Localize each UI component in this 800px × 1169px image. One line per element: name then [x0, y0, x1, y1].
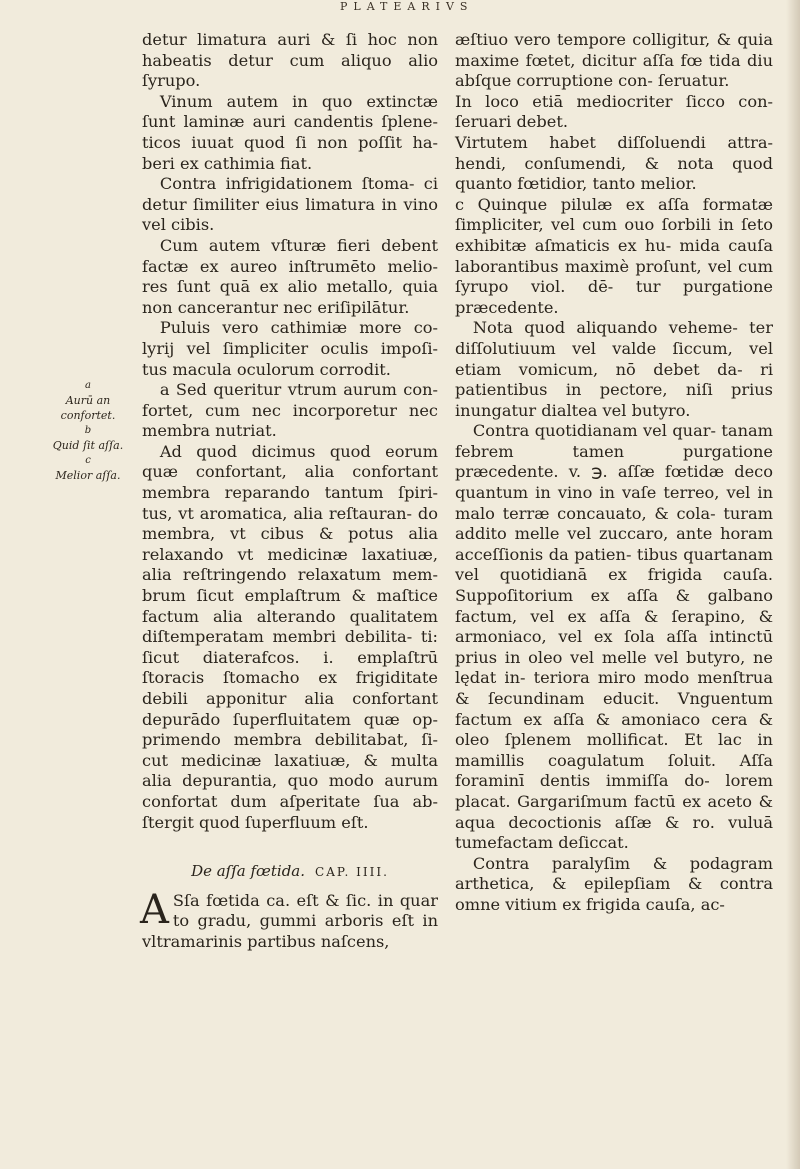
margin-note-text: Aurū an confortet.: [60, 394, 116, 422]
paragraph: In loco etiā mediocriter ſicco con- ſeruari debet.: [455, 91, 773, 132]
chapter-number: CAP. IIII.: [315, 865, 389, 880]
paragraph: a Sed queritur vtrum aurum con- fortet, cum nec incorporetur nec membra nutriat.: [142, 380, 438, 441]
drop-capital: A: [140, 886, 169, 933]
margin-note-mark: c: [85, 455, 91, 466]
paragraph: Contra quotidianam vel quar- tanam febrem tamen purgatione præcedente. v. ℈. aſſæ fœtidæ deco quantum in vino in vaſe terreo, vel in malo terræ concauato, & cola- turam addito melle vel zuccaro, ante horam acceſſionis da patien- tibus quartanam vel quotidianā ex frigida cauſa. Suppoſitorium ex aſſa & galbano factum, vel ex aſſa & ſerapino, & armoniaco, vel ex ſola aſſa intinctū prius in oleo vel melle vel butyro, ne lędat in- teriora miro modo menſtrua & ſecundinam educit. Vnguentum factum ex aſſa & amoniaco cera & oleo ſplenem mollificat. Et lac in mamillis coagulatum ſoluit. Aſſa foraminī dentis immiſſa do- lorem placat. Gargariſmum factū ex aceto & aqua decoctionis aſſæ & ro. vuluā tumefactam deſiccat.: [455, 421, 773, 853]
section-body: [140, 886, 438, 953]
section-title: De aſſa fœtida.: [191, 862, 306, 881]
right-column: [455, 30, 773, 916]
paragraph: Vinum autem in quo extinctæ ſunt laminæ auri candentis ſplene- ticos iuuat quod ſi non poſſit ha- beri ex cathimia fiat.: [142, 91, 438, 173]
paragraph: Contra paralyſim & podagram arthetica, & epilepſiam & contra omne vitium ex frigida cauſa, ac-: [455, 853, 773, 914]
paragraph: Cum autem vſturæ fieri debent factæ ex aureo inſtrumēto melio- res ſunt quā ex alio metallo, quia non cancerantur nec eriſipilātur.: [142, 235, 438, 317]
paragraph: Ad quod dicimus quod eorum quæ confortant, alia confortant membra reparando tantum ſpiri- tus, vt aromatica, alia reſtauran- do membra, vt cibus & potus alia relaxando vt medicinæ laxatiuæ, alia reſtringendo relaxatum mem- brum ſicut emplaſtrum & maſtice factum alia alterando qualitatem diſtemperatam membri debilita- ti: ſicut diaterafcos. i. emplaſtrū ſtoracis ſtomacho ex frigiditate debili apponitur alia confortant depurādo ſuperfluitatem quæ op- primendo membra debilitabat, ſi- cut medicinæ laxatiuæ, & multa alia depurantia, quo modo aurum confortat dum aſperitate ſua ab- ſtergit quod ſuperfluum eſt.: [142, 441, 438, 832]
paragraph: Virtutem habet diſſoluendi attra- hendi, conſumendi, & nota quod quanto fœtidior, tanto melior.: [455, 132, 773, 194]
margin-note-melior: [40, 453, 136, 483]
paragraph: Puluis vero cathimiæ more co- lyrij vel ſimpliciter oculis impoſi- tus macula oculorum corrodit.: [142, 318, 438, 379]
running-head: PLATEARIVS: [340, 0, 474, 13]
margin-note-text: Melior aſſa.: [55, 469, 121, 482]
paragraph: Nota quod aliquando veheme- ter diſſolutiuum vel valde ſiccum, vel etiam vomicum, nō debet da- ri patientibus in pectore, niſi prius inungatur dialtea vel butyro.: [455, 318, 773, 420]
margin-note-aurum: [40, 378, 136, 423]
paragraph: detur limatura auri & ſi hoc non habeatis detur cum aliquo alio ſyrupo.: [142, 30, 438, 91]
paragraph: c Quinque pilulæ ex aſſa formatæ ſimpliciter, vel cum ouo ſorbili in ſeto exhibitæ aſmaticis ex hu- mida cauſa laborantibus maximè proſunt, vel cum ſyrupo viol. dē- tur purgatione præcedente.: [455, 194, 773, 317]
margin-note-mark: b: [84, 425, 92, 436]
margin-note-mark: a: [85, 380, 91, 391]
section-text: Sſa fœtida ca. eſt & ſic. in quar to gradu, gummi arboris eſt in vltramarinis partibus naſcens,: [142, 890, 438, 951]
margin-notes: [40, 378, 136, 483]
paragraph: æſtiuo vero tempore colligitur, & quia maxime fœtet, dicitur aſſa fœ tida diu abſque corruptione con- ſeruatur.: [455, 30, 773, 91]
margin-note-text: Quid ſit aſſa.: [52, 439, 124, 452]
paragraph: Contra infrigidationem ſtoma- ci detur ſimiliter eius limatura in vino vel cibis.: [142, 174, 438, 235]
left-column: [142, 30, 438, 953]
page-edge-stain: [786, 0, 800, 1169]
margin-note-quid-sit: [40, 423, 136, 453]
section-heading: [142, 861, 438, 883]
